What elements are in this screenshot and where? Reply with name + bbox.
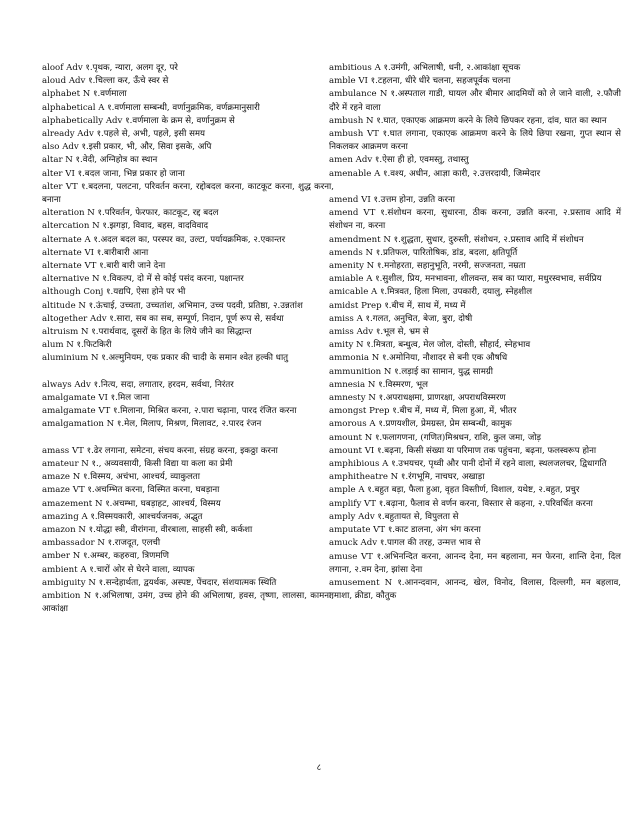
dictionary-entry: amaze VT १.अचम्भित करना, विस्मित करना, घबड़ाना xyxy=(42,485,220,496)
dictionary-entry: alphabetical A १.वर्णमाला सम्बन्धी, वर्णानुक्रमिक, वर्णक्रमानुसारी xyxy=(42,102,260,113)
left-column xyxy=(42,62,334,617)
dictionary-entry: aluminium N १.अल्मुनियम, एक प्रकार की चादी के समान श्वेत हल्की धातु xyxy=(42,353,289,364)
dictionary-entry: aloof Adv १.पृथक, न्यारा, अलग दूर, परे xyxy=(42,63,178,73)
dictionary-entry: amend VI १.उत्तम होना, उन्नति करना xyxy=(329,195,455,206)
dictionary-entry: amazement N १.अचम्भा, घबड़ाहट, आश्चर्य, विस्मय xyxy=(42,498,221,509)
dictionary-entry: alternate VT १.बारी बारी जाने देना xyxy=(42,261,166,272)
entry-spacer xyxy=(42,366,334,379)
dictionary-entry: amongst Prep १.बीच में, मध्य में, मिला हुआ, में, भीतर xyxy=(329,406,517,417)
dictionary-entry: amalgamate VT १.मिलाना, मिश्रित करना, २.पारा चढ़ाना, पारद रंजित करना xyxy=(42,406,297,417)
page-number: ८ xyxy=(316,763,322,773)
dictionary-entry: amputate VT १.काट डालना, अंग भंग करना xyxy=(329,525,481,536)
dictionary-entry: amber N १.अम्बर, कहरुवा, त्रिणमणि xyxy=(42,551,169,562)
dictionary-entry: amends N १.प्रतिफल, पारितोषिक, डांड, बदला, क्षतिपूर्ति xyxy=(329,247,518,258)
dictionary-entry: ambush VT १.घात लगाना, एकाएक आक्रमण करने के लिये छिपा रखना, गुप्त स्थान से निकलकर आक्रमण करना xyxy=(329,129,621,153)
dictionary-entry: always Adv १.नित्य, सदा, लगातार, हरदम, सर्वथा, निरंतर xyxy=(42,379,234,390)
dictionary-entry: ammunition N १.लड़ाई का सामान, युद्ध सामग्री xyxy=(329,366,493,377)
dictionary-entry: altruism N १.परार्थवाद, दूसरों के हित के लिये जीने का सिद्धान्त xyxy=(42,327,252,338)
dictionary-entry: ambiguity N १.सन्देहार्थता, द्वयर्थक, अस्पष्ट, पेंचदार, संशयात्मक स्थिति xyxy=(42,577,277,588)
dictionary-entry: amuse VT १.अभिनन्दित करना, आनन्द देना, मन बहलाना, मन फेरना, शान्ति देना, दिल लगाना, २.वम देना, झांसा देना xyxy=(329,551,621,575)
dictionary-entry: amalgamate VI १.मिल जाना xyxy=(42,393,150,404)
dictionary-entry: amity N १.मित्रता, बन्धुत्व, मेल जोल, दोस्ती, सौहार्द, स्नेहभाव xyxy=(329,340,531,351)
dictionary-entry: amend VT १.संशोधन करना, सुधारना, ठीक करना, उन्नति करना, २.प्रस्ताव आदि में संशोधन ना, करना xyxy=(329,208,621,232)
dictionary-entry: amble VI १.टहलना, धीरे धीरे चलना, सहजपूर्वक चलना xyxy=(329,76,511,87)
dictionary-entry: ample A १.बहुत बड़ा, फैला हुआ, वृहत विस्तीर्ण, विशाल, यथेष्ट, २.बहुत, प्रचुर xyxy=(329,485,580,496)
dictionary-entry: aloud Adv १.चिल्ला कर, ऊँचे स्वर से xyxy=(42,76,169,87)
dictionary-entry: amnesia N १.विस्मरण, भूल xyxy=(329,379,428,390)
dictionary-entry: amply Adv १.बहुतायत से, विपुलता से xyxy=(329,511,459,522)
right-column xyxy=(329,62,621,603)
dictionary-entry: alteration N १.परिवर्तन, फेरफार, काटकूट, रद्द बदल xyxy=(42,208,219,219)
dictionary-entry: amendment N १.शुद्धता, सुधार, दुरुस्ती, संशोधन, २.प्रस्ताव आदि में संशोधन xyxy=(329,234,584,245)
dictionary-entry: alternate A १.अदल बदल का, परस्पर का, उल्टा, पर्यायक्रमिक, २.एकान्तर xyxy=(42,234,286,245)
entry-spacer xyxy=(42,432,334,445)
dictionary-entry: alternative N १.विकल्प, दो में से कोई पसंद करना, पक्षान्तर xyxy=(42,274,244,285)
dictionary-entry: ammonia N १.अमोनिया, नौशादर से बनी एक औषधि xyxy=(329,353,508,364)
dictionary-entry: altogether Adv १.सारा, सब का सब, सम्पूर्ण, निदान, पूर्ण रूप से, सर्वथा xyxy=(42,313,284,324)
dictionary-entry: amidst Prep १.बीच में, साथ में, मध्य में xyxy=(329,300,466,311)
dictionary-entry: amphitheatre N १.रंगभूमि, नाचघर, अखाड़ा xyxy=(329,472,485,483)
dictionary-entry: amorous A १.प्रणयशील, प्रेमग्रस्त, प्रेम सम्बन्धी, कामुक xyxy=(329,419,512,430)
dictionary-entry: amphibious A १.उभयचर, पृथ्वी और पानी दोनों में रहने वाला, स्थलजलचर, द्विधागति xyxy=(329,459,607,470)
dictionary-entry: amplify VT १.बढ़ाना, फैलाव से वर्णन करना, विस्तार से कहना, २.परिवर्धित करना xyxy=(329,498,593,509)
dictionary-entry: amalgamation N १.मेल, मिलाप, मिश्रण, मिलावट, २.पारद रंजन xyxy=(42,419,262,430)
dictionary-entry: altitude N १.ऊंचाई, उच्चता, उच्चतांश, अभिमान, उच्च पदवी, प्रतिष्ठा, २.उन्नतांश xyxy=(42,300,303,311)
dictionary-entry: amaze N १.विस्मय, अचंभा, आश्चर्य, व्याकुलता xyxy=(42,472,200,483)
dictionary-entry: alter VI १.बदल जाना, भिन्न प्रकार हो जाना xyxy=(42,168,185,179)
dictionary-entry: ambulance N १.अस्पताल गाडी, घायल और बीमार आदमियों को ले जाने वाली, २.फौजी दौरे में रहने वाला xyxy=(329,89,621,113)
dictionary-entry: amicable A १.मित्रवत, हिला मिला, उपकारी, दयालु, स्नेहशील xyxy=(329,287,533,298)
dictionary-entry: amazing A १.विस्मयकारी, आश्चर्यजनक, अद्भुत xyxy=(42,511,203,522)
dictionary-entry: amenity N १.मनोहरता, सहानुभूति, नरमी, सज्जनता, नम्रता xyxy=(329,261,526,272)
dictionary-entry: alternate VI १.बारीबारी आना xyxy=(42,247,149,258)
dictionary-entry: amusement N १.आनन्दवान, आनन्द, खेल, विनोद, विलास, दिल्लगी, मन बहलाव, तमाशा, क्रीडा, कौतुक xyxy=(329,577,621,602)
dictionary-entry: although Conj १.यद्यपि, ऐसा होने पर भी xyxy=(42,287,186,298)
dictionary-entry: alphabetically Adv १.वर्णमाला के क्रम से, वर्णानुक्रम से xyxy=(42,115,235,126)
dictionary-entry: amiable A १.सुशील, प्रिय, मनभावना, शीलवन्त, सब का प्यारा, मधुरस्वभाव, सर्वप्रिय xyxy=(329,274,602,285)
dictionary-entry: amount N १.फलागणना, (गणित)मिश्रधन, राशि, कुल जमा, जोड़ xyxy=(329,432,542,443)
dictionary-entry: already Adv १.पहले से, अभी, पहले, इसी समय xyxy=(42,129,205,140)
dictionary-entry: amateur N १., अव्यवसायी, किसी विद्या या कला का प्रेमी xyxy=(42,459,233,470)
dictionary-entry: amass VT १.ढेर लगाना, समेटना, संचय करना, संग्रह करना, इकठ्ठा करना xyxy=(42,445,278,456)
dictionary-entry: alum N १.फिटकिरी xyxy=(42,340,112,351)
entry-spacer xyxy=(329,181,621,194)
dictionary-entry: alphabet N १.वर्णमाला xyxy=(42,89,127,100)
dictionary-entry: altar N १.वेदी, अग्निहोत्र का स्थान xyxy=(42,155,158,166)
dictionary-entry: ambitious A १.उमंगी, अभिलाषी, धनी, २.आकांक्षा सूचक xyxy=(329,63,521,73)
dictionary-entry: amuck Adv १.पागल की तरह, उन्मत्त भाव से xyxy=(329,538,481,549)
dictionary-entry: amount VI १.बढ़ना, किसी संख्या या परिमाण तक पहुंचना, बढ़ना, फलस्वरूप होना xyxy=(329,445,597,456)
dictionary-entry: alter VT १.बदलना, पलटना, परिवर्तन करना, रद्दोबदल करना, काटकूट करना, शुद्ध करना, बनाना xyxy=(42,181,334,206)
dictionary-entry: amiss Adv १.भूल से, भ्रम से xyxy=(329,327,429,338)
dictionary-entry: amazon N १.योद्धा स्त्री, वीरांगना, वीरबाला, साहसी स्त्री, कर्कशा xyxy=(42,525,253,536)
dictionary-entry: amiss A १.गलत, अनुचित, बेजा, बुरा, दोषी xyxy=(329,313,473,324)
dictionary-entry: altercation N १.झगड़ा, विवाद, बहस, वादविवाद xyxy=(42,221,209,232)
dictionary-entry: also Adv १.इसी प्रकार, भी, और, सिवा इसके, अपि xyxy=(42,142,212,153)
dictionary-entry: amnesty N १.अपराधक्षमा, प्राणरक्षा, अपराधविस्मरण xyxy=(329,393,506,404)
dictionary-entry: ambition N १.अभिलाषा, उमंग, उच्च होने की अभिलाषा, हवस, तृष्णा, लालसा, कामना, आकांक्षा xyxy=(42,591,334,615)
dictionary-entry: ambient A १.चारों ओर से घेरने वाला, व्यापक xyxy=(42,564,195,575)
dictionary-entry: amen Adv १.ऐसा ही हो, एवमस्तु, तथास्तु xyxy=(329,155,469,166)
dictionary-entry: amenable A १.वश्य, अधीन, आज्ञा कारी, २.उत्तरदायी, जिम्मेदार xyxy=(329,168,541,179)
dictionary-entry: ambush N १.घात, एकाएक आक्रमण करने के लिये छिपकर रहना, दांव, घात का स्थान xyxy=(329,115,607,126)
dictionary-entry: ambassador N १.राजदूत, एलची xyxy=(42,538,161,549)
